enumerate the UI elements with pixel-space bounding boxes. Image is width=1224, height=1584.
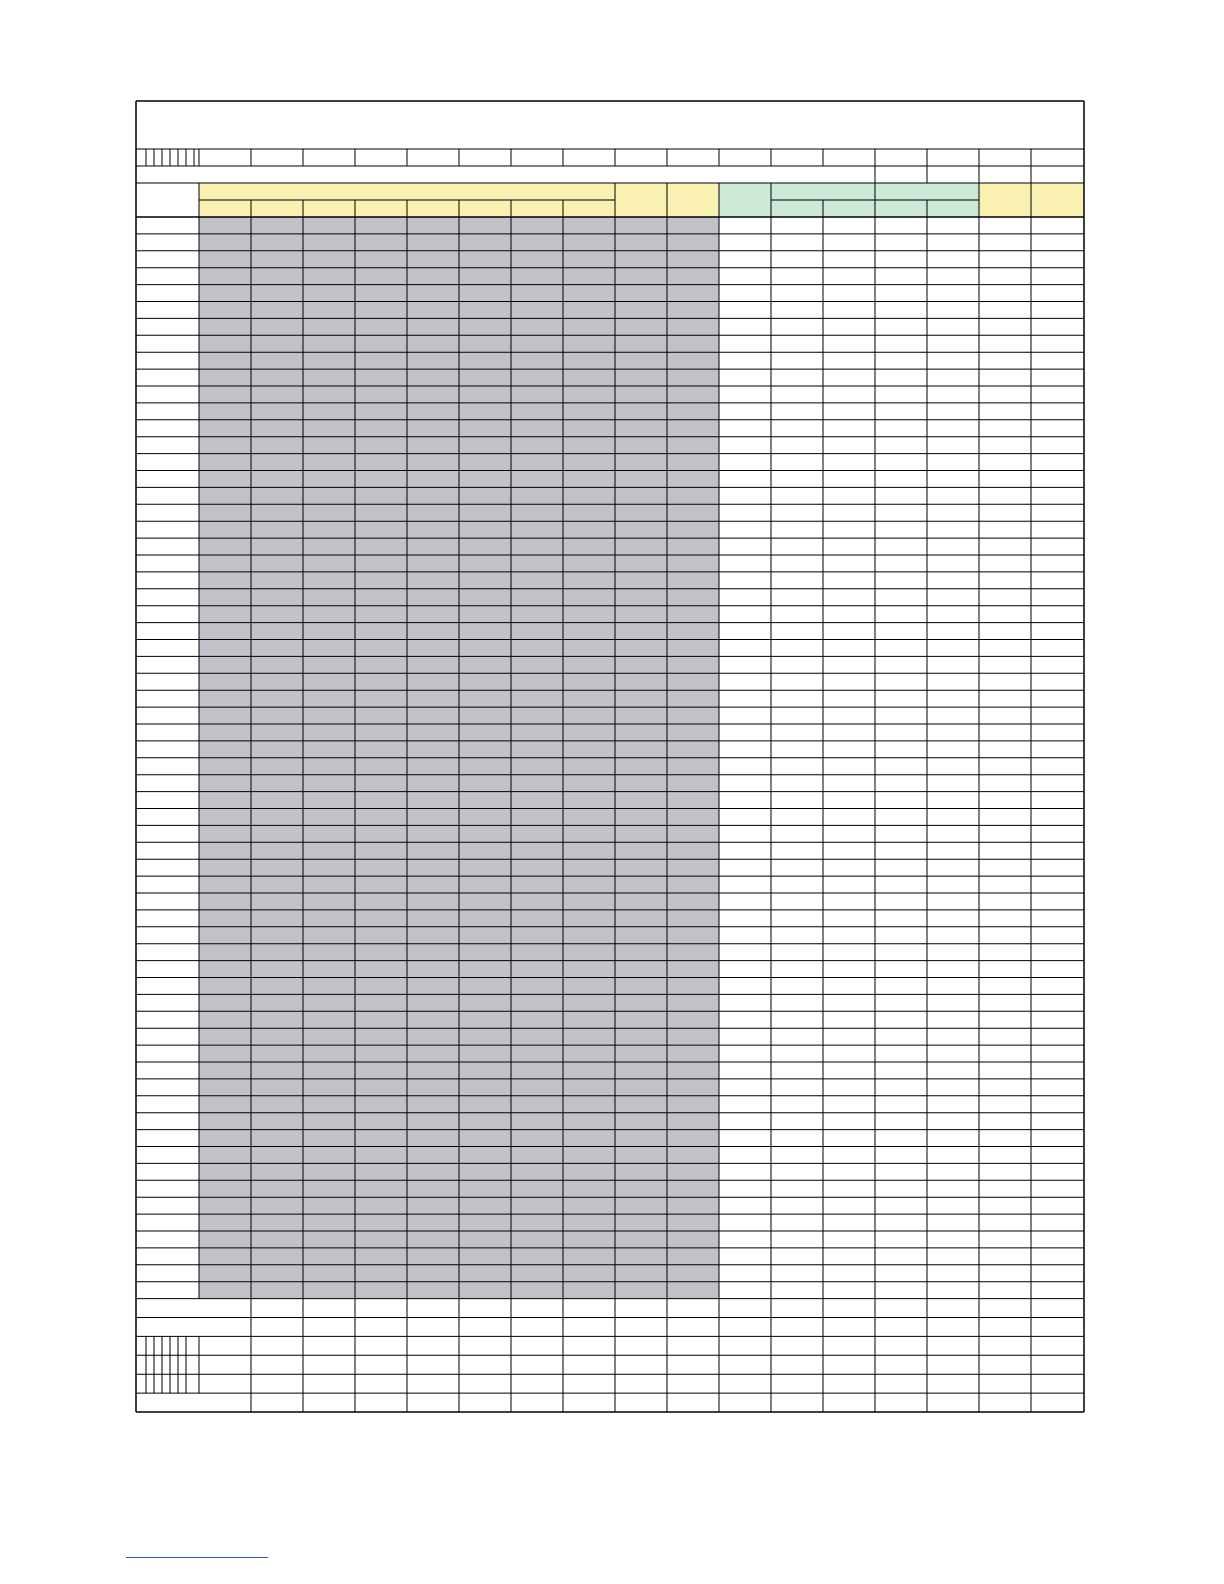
yellow-group-header — [199, 183, 615, 200]
footer-link-underline[interactable] — [126, 1557, 268, 1558]
